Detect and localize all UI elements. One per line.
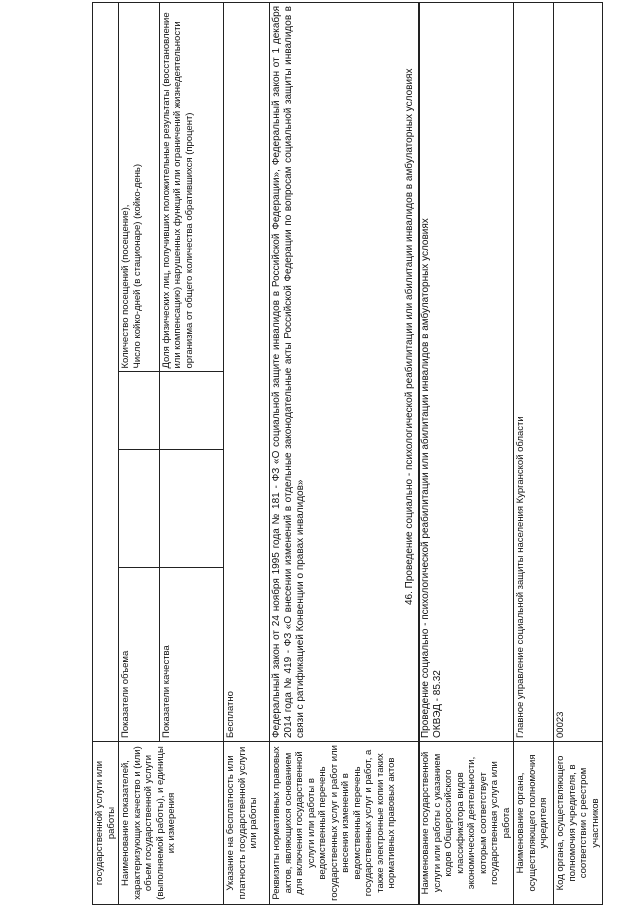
table-lower	[418, 2, 603, 905]
table-row	[270, 3, 420, 905]
row-label: Указание на бесплатность или платность государственной услуги или работы	[224, 742, 270, 905]
volume-indicators-label: Показатели объема	[119, 568, 159, 741]
row-label: Реквизиты нормативных правовых актов, являющихся основанием для включения государственной услуги или работы в ведомственный перечень государственных услуг и работ или внесения изменений в ведомственный перечень государственных услуг и работ, а также электронные копии таких нормативных правовых актов	[270, 742, 420, 905]
row-content	[93, 3, 119, 742]
table-row	[419, 3, 514, 905]
list-item: Количество посещений (посещение),	[120, 204, 131, 369]
empty-cell	[119, 450, 159, 568]
table-row	[554, 3, 603, 905]
indicators-subtable	[119, 2, 223, 741]
row-content: Бесплатно	[224, 3, 270, 742]
row-label: Наименование государственной услуги или работы с указанием кодов Общероссийского классификатора видов экономической деятельности, которым соответствует государственная услуга или работа	[419, 742, 514, 905]
empty-cell	[119, 372, 159, 450]
row-content: Проведение социально - психологической реабилитации или абилитации инвалидов в амбулаторных условиях ОКВЭД - 85.32	[419, 3, 514, 742]
table-row	[93, 3, 119, 905]
table-row	[119, 2, 159, 741]
row-label: государственной услуги или работы	[93, 742, 119, 905]
row-content: Главное управление социальной защиты населения Курганской области	[514, 3, 554, 742]
table-row	[514, 3, 554, 905]
quality-indicators-list: Доля физических лиц, получивших положительные результаты (восстановление или компенсацию) нарушенных функций или ограничений жизнедеятельности организма от общего количества обратившихся (процент)	[159, 2, 223, 372]
table-row	[224, 3, 270, 905]
table-row	[119, 3, 224, 905]
empty-cell	[159, 450, 223, 568]
row-label: Код органа, осуществляющего полномочия учредителя, в соответствии с реестром участников	[554, 742, 603, 905]
section-title: 46. Проведение социально - психологической реабилитации или абилитации инвалидов в амбулаторных условиях	[404, 68, 415, 605]
table-upper	[92, 2, 420, 905]
indicators-cell	[119, 3, 224, 742]
table-row	[159, 2, 223, 741]
row-content: 00023	[554, 3, 603, 742]
row-label: Наименование органа, осуществляющего полномочия учредителя	[514, 742, 554, 905]
list-item: Число койко-дней (в стационаре) (койко-день)	[131, 163, 143, 369]
volume-indicators-list	[119, 2, 159, 372]
row-label: Наименование показателей, характеризующих качество и (или) объем государственной услуги (выполняемой работы), и единицы их измерения	[119, 742, 224, 905]
row-content: Федеральный закон от 24 ноября 1995 года № 181 - ФЗ «О социальной защите инвалидов в Российской Федерации», Федеральный закон от 1 декабря 2014 года № 419 - ФЗ «О внесении изменений в отдельные законодательные акты Российской Федерации по вопросам социальной защиты инвалидов в связи с ратификацией Конвенции о правах инвалидов»	[270, 3, 420, 742]
empty-cell	[159, 372, 223, 450]
quality-indicators-label: Показатели качества	[159, 568, 223, 741]
